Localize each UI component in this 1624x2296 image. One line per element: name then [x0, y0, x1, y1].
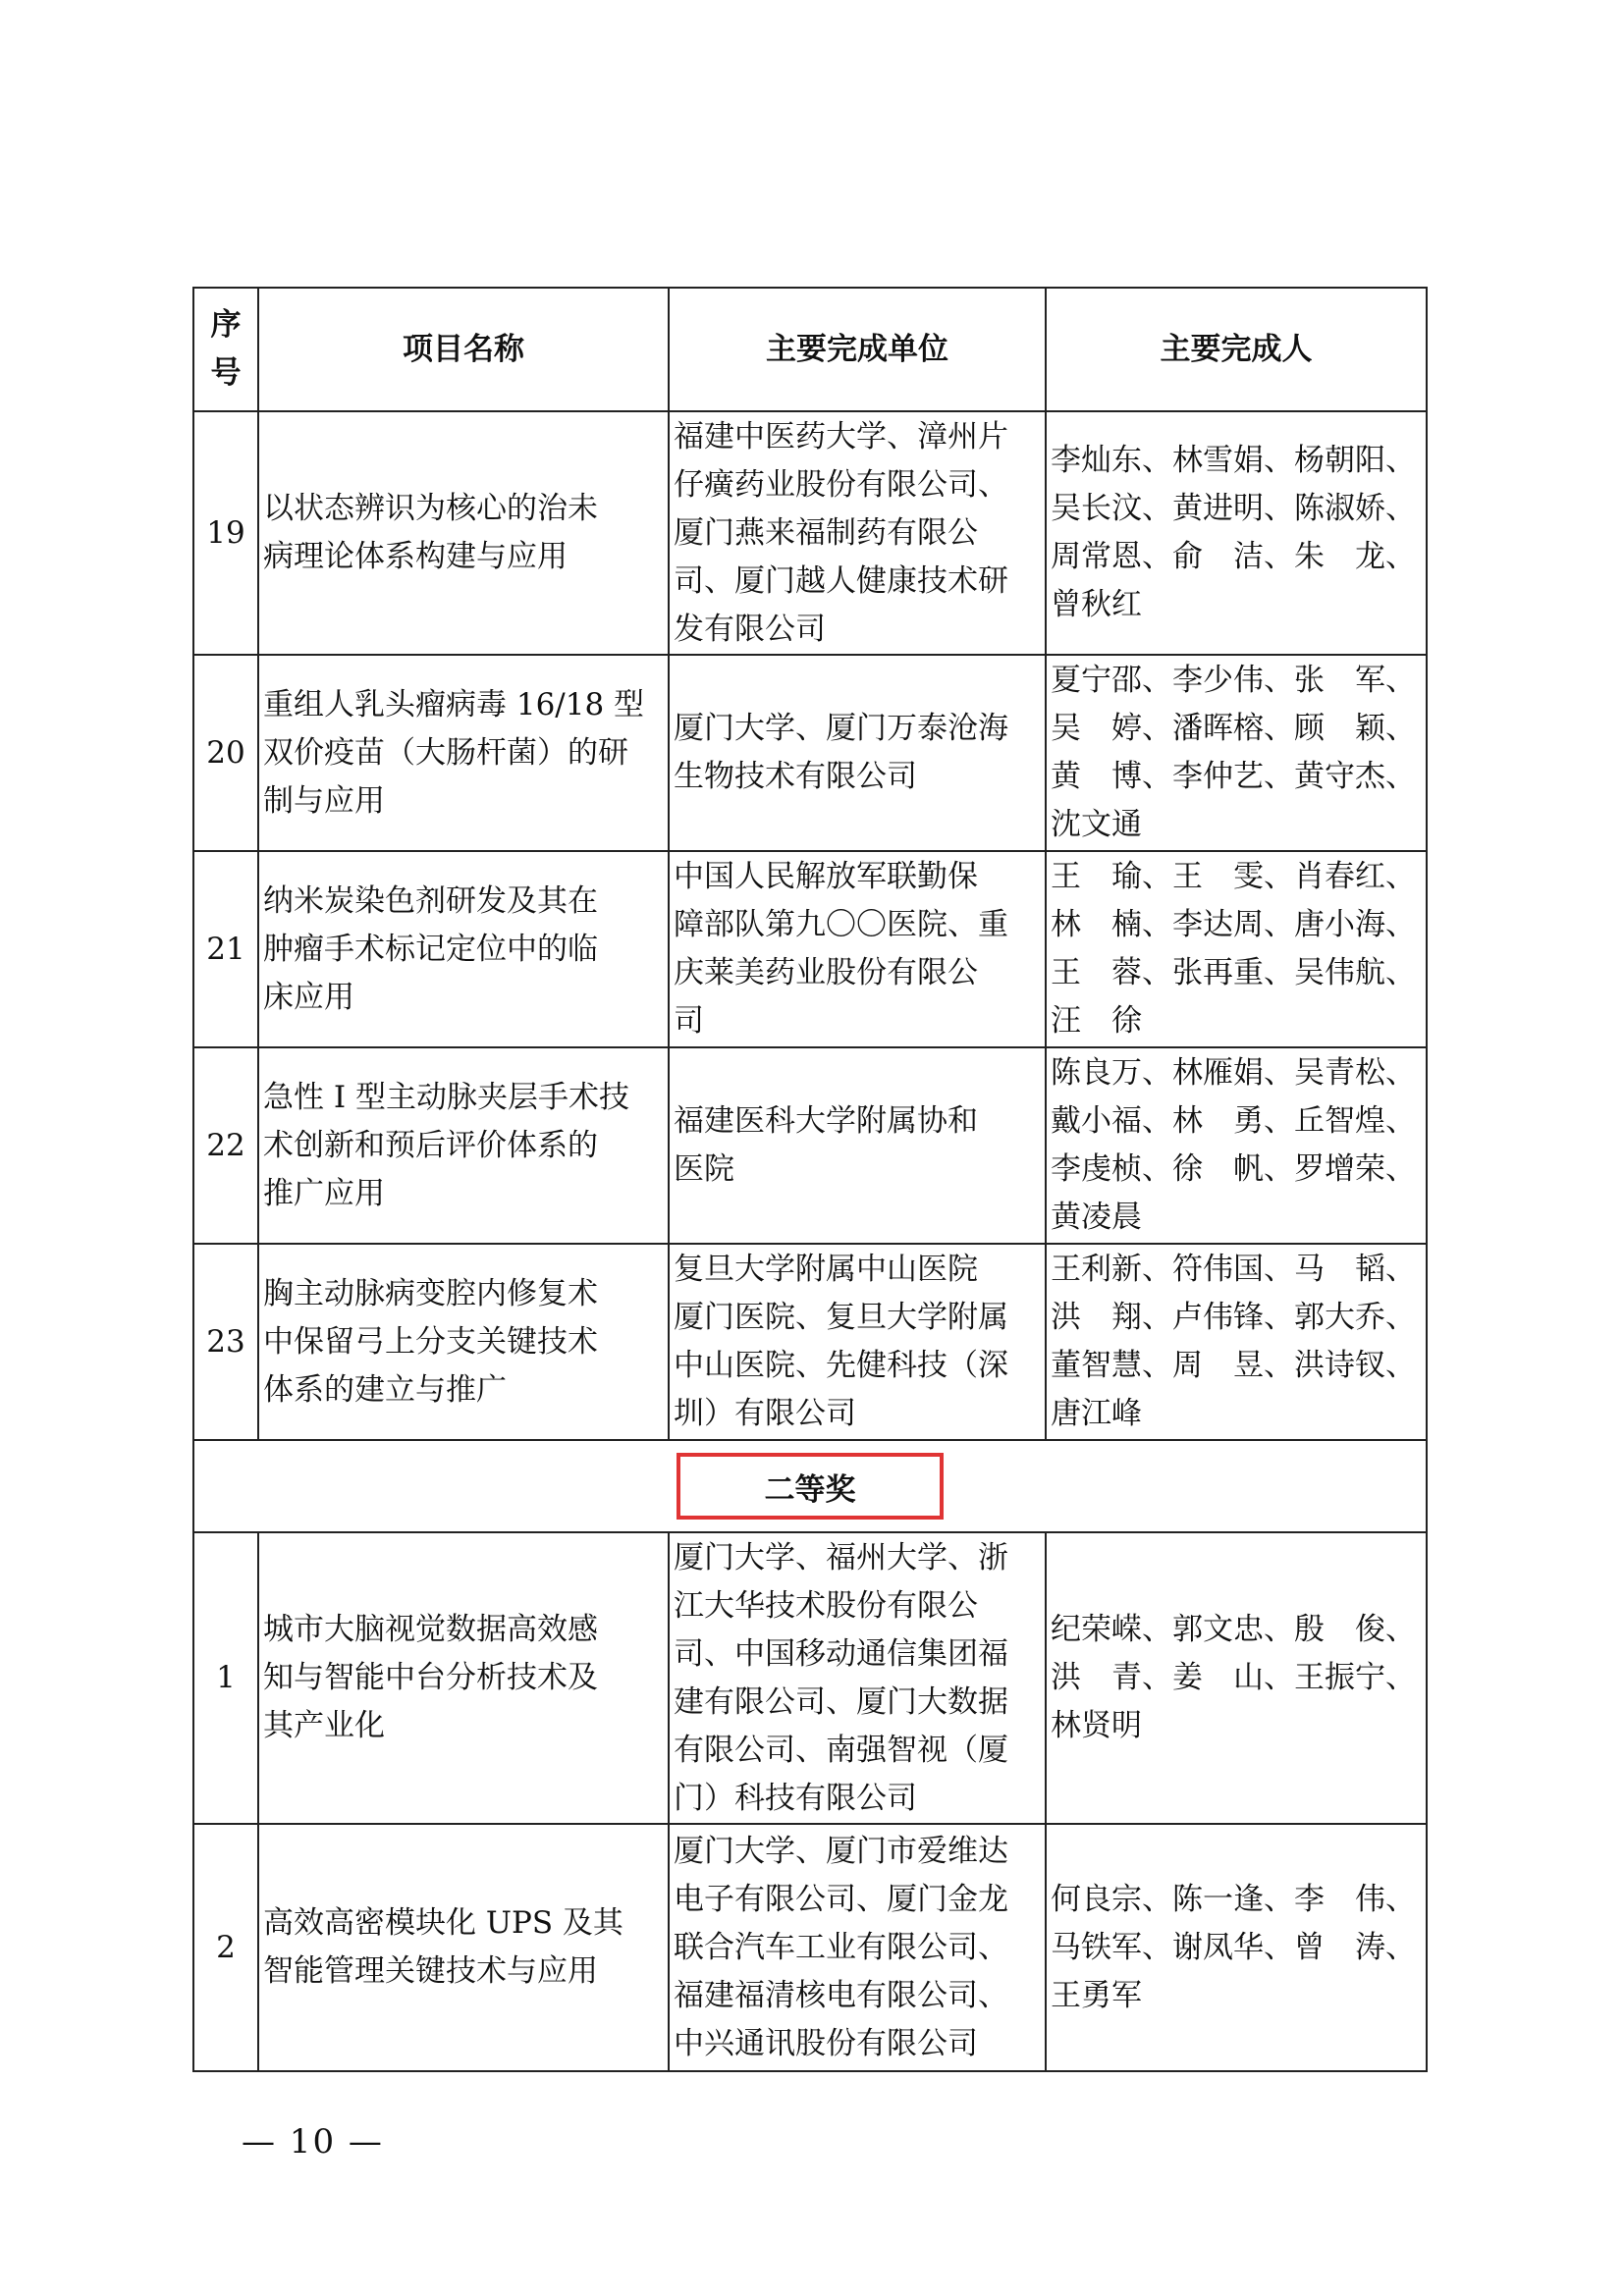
people-line: 王勇军: [1051, 1977, 1142, 2013]
people-line: 戴小福、林 勇、丘智煌、: [1051, 1103, 1416, 1139]
row-number: 21: [193, 851, 258, 1047]
unit-line: 有限公司、南强智视（厦: [674, 1732, 1008, 1768]
name-line: 急性 I 型主动脉夹层手术技: [263, 1079, 629, 1115]
unit-line: 中国人民解放军联勤保: [674, 859, 978, 894]
people-line: 夏宁邵、李少伟、张 军、: [1051, 663, 1416, 698]
second-prize-rows: [193, 1532, 1427, 2071]
row-people: [1046, 411, 1427, 655]
row-name: [258, 1244, 669, 1440]
unit-line: 圳）有限公司: [674, 1396, 856, 1431]
row-name: [258, 655, 669, 851]
unit-line: 福建中医药大学、漳州片: [674, 418, 1008, 454]
table-row: [193, 851, 1427, 1047]
header-row: [193, 288, 1427, 411]
table-row: [193, 411, 1427, 655]
people-line: 吴长汶、黄进明、陈淑娇、: [1051, 491, 1416, 526]
name-line: 制与应用: [263, 782, 385, 819]
unit-line: 中山医院、先健科技（深: [674, 1348, 1008, 1383]
people-line: 洪 翔、卢伟锋、郭大乔、: [1051, 1300, 1416, 1335]
row-number: 23: [193, 1244, 258, 1440]
row-unit: [669, 655, 1046, 851]
row-unit: [669, 1047, 1046, 1244]
page-number: — 10 —: [242, 2122, 384, 2162]
unit-line: 门）科技有限公司: [674, 1780, 917, 1816]
row-unit: [669, 851, 1046, 1047]
row-number: 2: [193, 1824, 258, 2071]
row-name: [258, 1824, 669, 2071]
unit-line: 司、中国移动通信集团福: [674, 1635, 1008, 1672]
name-line: 胸主动脉病变腔内修复术: [263, 1275, 598, 1311]
section-row: [193, 1440, 1427, 1532]
people-line: 董智慧、周 昱、洪诗钗、: [1051, 1348, 1416, 1383]
people-line: 黄 博、李仲艺、黄守杰、: [1051, 759, 1416, 794]
unit-line: 司: [674, 1003, 704, 1039]
name-line: 术创新和预后评价体系的: [263, 1127, 598, 1163]
people-line: 沈文通: [1051, 807, 1142, 842]
name-line: 重组人乳头瘤病毒 16/18 型: [263, 686, 645, 722]
row-number: 22: [193, 1047, 258, 1244]
people-line: 林 楠、李达周、唐小海、: [1051, 907, 1416, 942]
second-prize-title: 二等奖: [677, 1453, 944, 1520]
header-name: 项目名称: [258, 288, 669, 411]
people-line: 马铁军、谢凤华、曾 涛、: [1051, 1929, 1416, 1965]
unit-line: 联合汽车工业有限公司、: [674, 1929, 1008, 1965]
row-unit: [669, 1532, 1046, 1824]
row-unit: [669, 411, 1046, 655]
unit-line: 生物技术有限公司: [674, 759, 917, 794]
row-unit: [669, 1824, 1046, 2071]
section-row-group: [193, 1440, 1427, 1532]
name-line: 智能管理关键技术与应用: [263, 1953, 598, 1989]
unit-line: 福建福清核电有限公司、: [674, 1977, 1008, 2013]
unit-line: 厦门医院、复旦大学附属: [674, 1300, 1008, 1335]
name-line: 高效高密模块化 UPS 及其: [263, 1905, 623, 1941]
name-line: 推广应用: [263, 1175, 385, 1211]
row-unit: [669, 1244, 1046, 1440]
people-line: 何良宗、陈一逢、李 伟、: [1051, 1881, 1416, 1917]
people-line: 李灿东、林雪娟、杨朝阳、: [1051, 443, 1416, 478]
unit-line: 中兴通讯股份有限公司: [674, 2025, 978, 2061]
table-row: [193, 1244, 1427, 1440]
name-line: 城市大脑视觉数据高效感: [263, 1612, 598, 1647]
table-header: [193, 288, 1427, 411]
row-people: [1046, 1824, 1427, 2071]
name-line: 其产业化: [263, 1708, 385, 1743]
unit-line: 厦门大学、厦门市爱维达: [674, 1833, 1008, 1869]
row-name: [258, 851, 669, 1047]
people-line: 纪荣嵘、郭文忠、殷 俊、: [1051, 1612, 1416, 1647]
row-number: 19: [193, 411, 258, 655]
table-row: [193, 1824, 1427, 2071]
people-line: 陈良万、林雁娟、吴青松、: [1051, 1055, 1416, 1091]
people-line: 王利新、符伟国、马 韬、: [1051, 1252, 1416, 1287]
name-line: 肿瘤手术标记定位中的临: [263, 931, 598, 967]
row-name: [258, 411, 669, 655]
people-line: 王 瑜、王 雯、肖春红、: [1051, 859, 1416, 894]
name-line: 中保留弓上分支关键技术: [263, 1323, 598, 1360]
people-line: 洪 青、姜 山、王振宁、: [1051, 1660, 1416, 1695]
unit-line: 福建医科大学附属协和: [674, 1103, 978, 1139]
award-table: [192, 287, 1428, 2072]
people-line: 汪 徐: [1051, 1003, 1142, 1039]
section-cell: [193, 1440, 1427, 1532]
header-unit: 主要完成单位: [669, 288, 1046, 411]
name-line: 床应用: [263, 979, 354, 1015]
unit-line: 庆莱美药业股份有限公: [674, 955, 978, 990]
row-people: [1046, 1532, 1427, 1824]
row-people: [1046, 655, 1427, 851]
unit-line: 电子有限公司、厦门金龙: [674, 1881, 1008, 1917]
people-line: 王 蓉、张再重、吴伟航、: [1051, 955, 1416, 990]
table-row: [193, 1047, 1427, 1244]
name-line: 双价疫苗（大肠杆菌）的研: [263, 734, 628, 771]
unit-line: 发有限公司: [674, 611, 826, 647]
row-number: 1: [193, 1532, 258, 1824]
first-prize-rows: [193, 411, 1427, 1440]
table-row: [193, 1532, 1427, 1824]
people-line: 唐江峰: [1051, 1396, 1142, 1431]
name-line: 病理论体系构建与应用: [263, 539, 568, 574]
row-people: [1046, 851, 1427, 1047]
name-line: 以状态辨识为核心的治未: [263, 491, 598, 526]
row-name: [258, 1047, 669, 1244]
unit-line: 江大华技术股份有限公: [674, 1587, 978, 1624]
people-line: 林贤明: [1051, 1708, 1142, 1743]
table-row: [193, 655, 1427, 851]
unit-line: 复旦大学附属中山医院: [674, 1252, 978, 1287]
people-line: 黄凌晨: [1051, 1200, 1142, 1235]
unit-line: 厦门燕来福制药有限公: [674, 514, 978, 551]
unit-line: 厦门大学、福州大学、浙: [674, 1539, 1008, 1575]
unit-line: 障部队第九〇〇医院、重: [674, 907, 1008, 942]
people-line: 周常恩、俞 洁、朱 龙、: [1051, 539, 1416, 574]
unit-line: 厦门大学、厦门万泰沧海: [674, 711, 1008, 746]
row-number: 20: [193, 655, 258, 851]
header-no: 序号: [193, 288, 258, 411]
people-line: 吴 婷、潘晖榕、顾 颖、: [1051, 711, 1416, 746]
unit-line: 建有限公司、厦门大数据: [674, 1683, 1008, 1720]
row-people: [1046, 1047, 1427, 1244]
people-line: 李虔桢、徐 帆、罗增荣、: [1051, 1151, 1416, 1187]
unit-line: 司、厦门越人健康技术研: [674, 562, 1008, 599]
header-people: 主要完成人: [1046, 288, 1427, 411]
row-people: [1046, 1244, 1427, 1440]
name-line: 体系的建立与推广: [263, 1371, 507, 1408]
people-line: 曾秋红: [1051, 587, 1142, 622]
row-name: [258, 1532, 669, 1824]
name-line: 知与智能中台分析技术及: [263, 1660, 598, 1695]
unit-line: 医院: [674, 1151, 734, 1187]
name-line: 纳米炭染色剂研发及其在: [263, 882, 598, 919]
unit-line: 仔癀药业股份有限公司、: [674, 466, 1008, 503]
